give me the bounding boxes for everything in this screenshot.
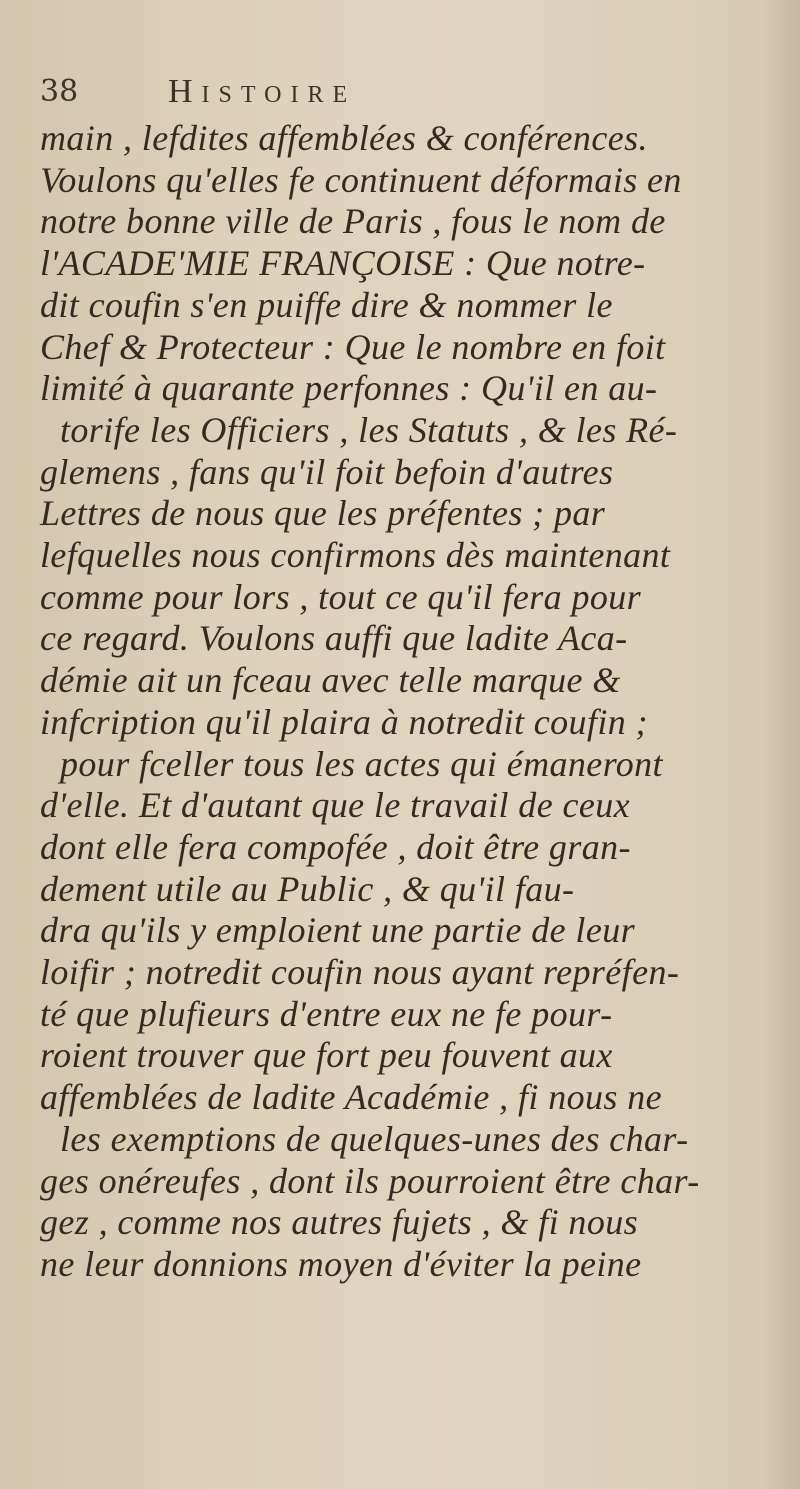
page-header <box>40 72 740 112</box>
text-line: les exemptions de quelques-unes des char- <box>60 1118 689 1159</box>
body-text <box>40 118 785 1286</box>
text-line: dra qu'ils y emploient une partie de leur <box>40 910 636 951</box>
text-line: lefquelles nous confirmons dès maintenant <box>40 535 671 576</box>
text-line: démie ait un fceau avec telle marque & <box>40 660 621 701</box>
running-title: Histoire <box>168 73 357 110</box>
text-line: Voulons qu'elles fe continuent déformais en <box>40 159 682 200</box>
text-line: infcription qu'il plaira à notredit coufin ; <box>40 701 648 742</box>
text-line: roient trouver que fort peu fouvent aux <box>40 1035 613 1076</box>
text-line: limité à quarante perfonnes : Qu'il en au- <box>40 368 658 409</box>
text-line: dont elle fera compofée , doit être gran- <box>40 826 631 867</box>
text-line: l'ACADE'MIE FRANÇOISE : Que notre- <box>40 243 646 284</box>
text-line: ges onéreufes , dont ils pourroient être char- <box>40 1160 700 1201</box>
text-line: gez , comme nos autres fujets , & fi nous <box>40 1202 639 1243</box>
text-line: pour fceller tous les actes qui émaneront <box>60 743 663 784</box>
text-line: comme pour lors , tout ce qu'il fera pour <box>40 576 642 617</box>
text-line: notre bonne ville de Paris , fous le nom de <box>40 201 666 242</box>
text-line: torife les Officiers , les Statuts , & les Ré- <box>60 409 678 450</box>
text-line: d'elle. Et d'autant que le travail de ceux <box>40 785 631 826</box>
text-line: té que plufieurs d'entre eux ne fe pour- <box>40 993 613 1034</box>
text-line: Chef & Protecteur : Que le nombre en foit <box>40 326 666 367</box>
text-line: loifir ; notredit coufin nous ayant repréfen- <box>40 952 680 993</box>
text-line: affemblées de ladite Académie , fi nous ne <box>40 1077 662 1118</box>
page-number: 38 <box>40 74 79 109</box>
text-line: ne leur donnions moyen d'éviter la peine <box>40 1243 642 1284</box>
text-line: dit coufin s'en puiffe dire & nommer le <box>40 284 613 325</box>
text-line: dement utile au Public , & qu'il fau- <box>40 868 575 909</box>
text-line: ce regard. Voulons auffi que ladite Aca- <box>40 618 628 659</box>
text-line: Lettres de nous que les préfentes ; par <box>40 493 606 534</box>
text-line: glemens , fans qu'il foit befoin d'autres <box>40 451 614 492</box>
text-line: main , lefdites affemblées & conférences. <box>40 118 648 158</box>
